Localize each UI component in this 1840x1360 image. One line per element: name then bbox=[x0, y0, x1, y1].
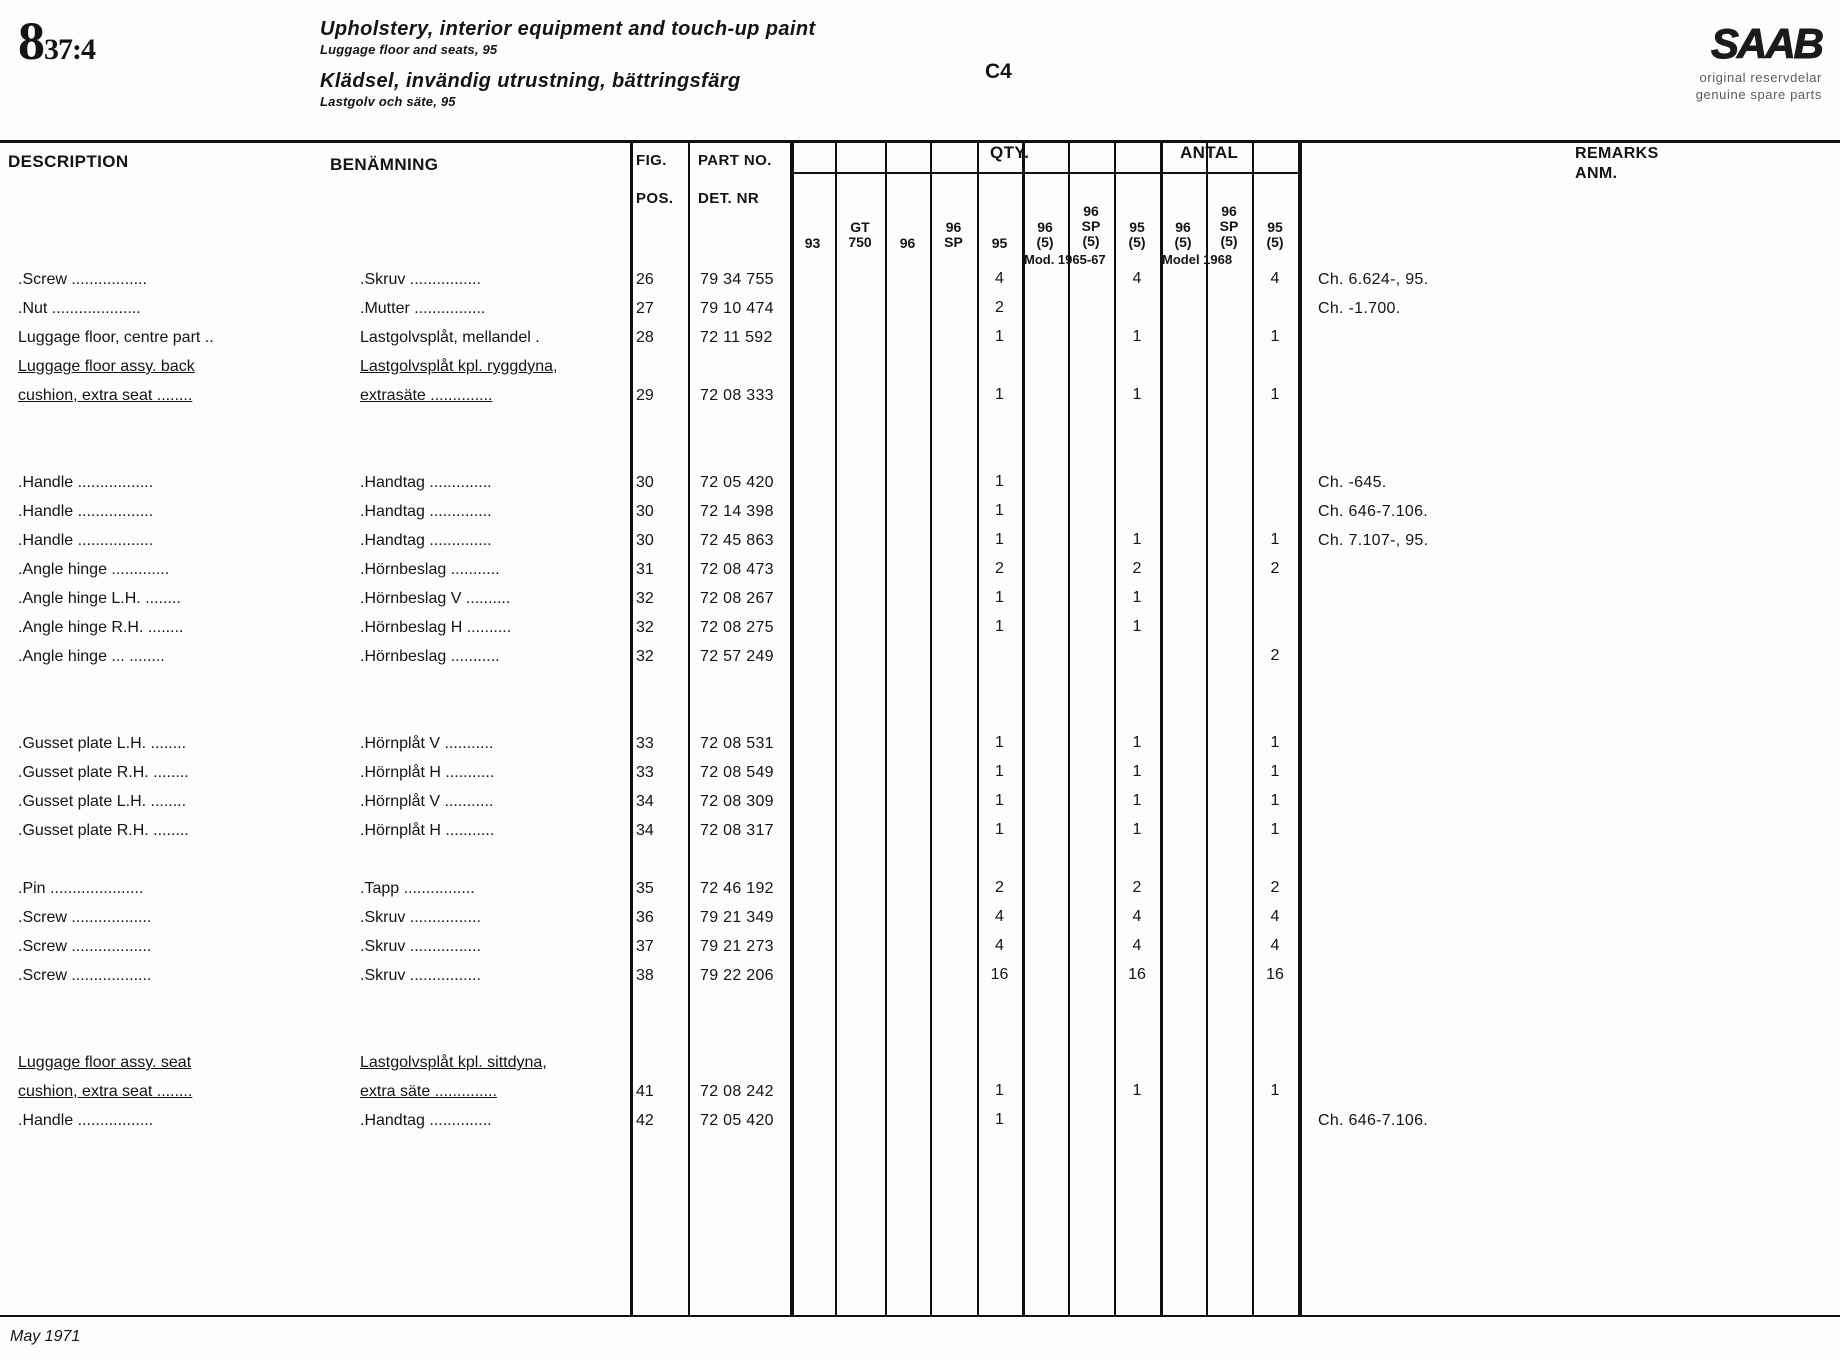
cell-description: .Gusset plate R.H. ........ bbox=[18, 822, 189, 839]
header-description: DESCRIPTION bbox=[8, 152, 129, 171]
cell-qty-7: 1 bbox=[1132, 1082, 1142, 1099]
cell-qty-7: 1 bbox=[1132, 618, 1142, 635]
qty-col-header-4: 95 bbox=[991, 235, 1008, 251]
cell-fig-pos: 42 bbox=[636, 1112, 654, 1129]
cell-benamning: .Hörnbeslag ........... bbox=[360, 561, 500, 578]
cell-part-no: 72 46 192 bbox=[700, 880, 774, 897]
header-antal: ANTAL bbox=[1180, 143, 1239, 162]
table-row bbox=[0, 502, 1840, 531]
cell-remarks: Ch. -645. bbox=[1318, 474, 1387, 491]
cell-description: .Gusset plate L.H. ........ bbox=[18, 735, 187, 752]
cell-description: .Handle ................. bbox=[18, 532, 154, 549]
cell-fig-pos: 32 bbox=[636, 590, 654, 607]
cell-part-no: 72 08 317 bbox=[700, 822, 774, 839]
cell-fig-pos: 32 bbox=[636, 648, 654, 665]
cell-qty-10: 2 bbox=[1270, 560, 1280, 577]
cell-description: .Screw .................. bbox=[18, 909, 152, 926]
cell-fig-pos: 34 bbox=[636, 793, 654, 810]
cell-remarks: Ch. 7.107-, 95. bbox=[1318, 532, 1429, 549]
cell-qty-7: 1 bbox=[1132, 763, 1142, 780]
header-fig: FIG. bbox=[636, 152, 667, 169]
cell-qty-7: 1 bbox=[1132, 792, 1142, 809]
cell-benamning: .Hörnplåt H ........... bbox=[360, 822, 495, 839]
table-row bbox=[0, 908, 1840, 937]
qty-col-header-2: 96 bbox=[899, 235, 916, 251]
header-pos: POS. bbox=[636, 190, 674, 207]
cell-qty-10: 16 bbox=[1266, 966, 1284, 983]
subtitle-english: Luggage floor and seats, 95 bbox=[320, 42, 498, 57]
cell-part-no: 72 08 473 bbox=[700, 561, 774, 578]
table-row bbox=[0, 705, 1840, 734]
qty-col-header-5: 96 (5) bbox=[1036, 219, 1054, 250]
cell-qty-7: 1 bbox=[1132, 386, 1142, 403]
table-row bbox=[0, 676, 1840, 705]
header-part-no: PART NO. bbox=[698, 152, 772, 169]
model-group-2: Model 1968 bbox=[1162, 252, 1233, 267]
cell-description: Luggage floor assy. back bbox=[18, 358, 195, 375]
cell-part-no: 72 08 242 bbox=[700, 1083, 774, 1100]
table-row bbox=[0, 531, 1840, 560]
cell-qty-10: 1 bbox=[1270, 734, 1280, 751]
cell-description: .Angle hinge ... ........ bbox=[18, 648, 165, 665]
cell-qty-4: 1 bbox=[995, 502, 1004, 519]
cell-benamning: .Hörnbeslag ........... bbox=[360, 648, 500, 665]
cell-qty-4: 2 bbox=[995, 560, 1004, 577]
page-number-major: 8 bbox=[18, 11, 44, 71]
cell-part-no: 72 08 309 bbox=[700, 793, 774, 810]
cell-fig-pos: 33 bbox=[636, 735, 654, 752]
cell-benamning: .Tapp ................ bbox=[360, 880, 475, 897]
cell-fig-pos: 29 bbox=[636, 387, 654, 404]
table-row bbox=[0, 1111, 1840, 1140]
cell-qty-4: 4 bbox=[995, 270, 1004, 287]
cell-benamning: Lastgolvsplåt, mellandel . bbox=[360, 329, 540, 346]
cell-benamning: .Skruv ................ bbox=[360, 967, 481, 984]
cell-qty-4: 1 bbox=[995, 531, 1004, 548]
table-row bbox=[0, 1024, 1840, 1053]
header-anm: ANM. bbox=[1575, 165, 1618, 182]
cell-description: cushion, extra seat ........ bbox=[18, 387, 193, 404]
cell-description: .Handle ................. bbox=[18, 503, 154, 520]
cell-fig-pos: 28 bbox=[636, 329, 654, 346]
cell-fig-pos: 38 bbox=[636, 967, 654, 984]
cell-benamning: .Hörnbeslag V .......... bbox=[360, 590, 511, 607]
cell-qty-4: 1 bbox=[995, 589, 1004, 606]
cell-qty-7: 4 bbox=[1132, 937, 1142, 954]
cell-description: .Gusset plate L.H. ........ bbox=[18, 793, 187, 810]
table-row bbox=[0, 734, 1840, 763]
cell-fig-pos: 31 bbox=[636, 561, 654, 578]
cell-part-no: 79 21 273 bbox=[700, 938, 774, 955]
cell-benamning: .Skruv ................ bbox=[360, 271, 481, 288]
qty-col-header-3: 96 SP bbox=[944, 219, 963, 250]
cell-qty-4: 4 bbox=[995, 908, 1004, 925]
table-row bbox=[0, 328, 1840, 357]
cell-remarks: Ch. 6.624-, 95. bbox=[1318, 271, 1429, 288]
cell-qty-10: 1 bbox=[1270, 821, 1280, 838]
qty-group-rule bbox=[790, 172, 1298, 174]
table-row bbox=[0, 357, 1840, 386]
section-code: C4 bbox=[985, 60, 1012, 83]
cell-fig-pos: 30 bbox=[636, 474, 654, 491]
qty-col-header-6: 96 SP (5) bbox=[1081, 203, 1101, 249]
cell-qty-4: 1 bbox=[995, 618, 1004, 635]
title-english: Upholstery, interior equipment and touch-up paint bbox=[320, 18, 816, 40]
table-row bbox=[0, 966, 1840, 995]
cell-qty-10: 4 bbox=[1270, 908, 1280, 925]
cell-description: .Handle ................. bbox=[18, 1112, 154, 1129]
table-row bbox=[0, 821, 1840, 850]
cell-description: cushion, extra seat ........ bbox=[18, 1083, 193, 1100]
cell-qty-10: 4 bbox=[1270, 270, 1280, 287]
cell-benamning: .Handtag .............. bbox=[360, 1112, 492, 1129]
qty-col-header-1: GT 750 bbox=[848, 219, 872, 250]
header-qty: QTY. bbox=[990, 143, 1030, 162]
cell-qty-4: 1 bbox=[995, 763, 1004, 780]
cell-qty-10: 2 bbox=[1270, 647, 1280, 664]
cell-qty-7: 1 bbox=[1132, 531, 1142, 548]
cell-description: .Handle ................. bbox=[18, 474, 154, 491]
cell-qty-4: 16 bbox=[990, 966, 1009, 983]
cell-remarks: Ch. 646-7.106. bbox=[1318, 1112, 1429, 1129]
cell-benamning: .Hörnplåt V ........... bbox=[360, 793, 494, 810]
cell-part-no: 72 45 863 bbox=[700, 532, 774, 549]
cell-qty-10: 1 bbox=[1270, 763, 1280, 780]
table-row bbox=[0, 415, 1840, 444]
brand-tagline-sv: original reservdelar bbox=[1699, 70, 1822, 85]
table-row bbox=[0, 270, 1840, 299]
page-titles bbox=[320, 18, 1020, 109]
cell-fig-pos: 37 bbox=[636, 938, 654, 955]
cell-qty-4: 1 bbox=[995, 473, 1004, 490]
cell-qty-7: 1 bbox=[1132, 734, 1142, 751]
cell-fig-pos: 27 bbox=[636, 300, 654, 317]
brand-wordmark: SAAB bbox=[1710, 20, 1822, 67]
table-bottom-rule bbox=[0, 1315, 1840, 1317]
cell-description: .Angle hinge ............. bbox=[18, 561, 170, 578]
cell-fig-pos: 41 bbox=[636, 1083, 654, 1100]
table-row bbox=[0, 937, 1840, 966]
table-row bbox=[0, 792, 1840, 821]
cell-part-no: 72 14 398 bbox=[700, 503, 774, 520]
cell-fig-pos: 32 bbox=[636, 619, 654, 636]
cell-description: .Screw ................. bbox=[18, 271, 147, 288]
page-number-minor: 37:4 bbox=[44, 33, 95, 66]
cell-description: Luggage floor, centre part .. bbox=[18, 329, 214, 346]
cell-description: .Nut .................... bbox=[18, 300, 141, 317]
cell-part-no: 72 05 420 bbox=[700, 1112, 774, 1129]
table-row bbox=[0, 879, 1840, 908]
page-number bbox=[18, 11, 95, 71]
table-row bbox=[0, 618, 1840, 647]
cell-part-no: 72 57 249 bbox=[700, 648, 774, 665]
cell-benamning: .Hörnplåt H ........... bbox=[360, 764, 495, 781]
cell-description: .Screw .................. bbox=[18, 967, 152, 984]
model-group-1: Mod. 1965-67 bbox=[1024, 252, 1106, 267]
cell-qty-4: 1 bbox=[995, 821, 1004, 838]
cell-part-no: 79 21 349 bbox=[700, 909, 774, 926]
cell-part-no: 72 08 531 bbox=[700, 735, 774, 752]
table-row bbox=[0, 850, 1840, 879]
qty-col-header-9: 96 SP (5) bbox=[1219, 203, 1239, 249]
cell-benamning: .Mutter ................ bbox=[360, 300, 486, 317]
table-row bbox=[0, 444, 1840, 473]
table-row bbox=[0, 473, 1840, 502]
parts-table-body bbox=[0, 270, 1840, 1140]
cell-qty-4: 1 bbox=[995, 1082, 1004, 1099]
saab-logo bbox=[1696, 20, 1822, 102]
table-row bbox=[0, 995, 1840, 1024]
cell-fig-pos: 26 bbox=[636, 271, 654, 288]
table-row bbox=[0, 560, 1840, 589]
table-row bbox=[0, 1082, 1840, 1111]
cell-qty-7: 4 bbox=[1132, 908, 1142, 925]
cell-qty-7: 1 bbox=[1132, 328, 1142, 345]
cell-qty-7: 16 bbox=[1128, 966, 1146, 983]
table-row bbox=[0, 763, 1840, 792]
cell-description: .Screw .................. bbox=[18, 938, 152, 955]
cell-benamning: .Handtag .............. bbox=[360, 532, 492, 549]
cell-description: .Pin ..................... bbox=[18, 880, 144, 897]
cell-benamning: .Skruv ................ bbox=[360, 938, 481, 955]
cell-qty-4: 4 bbox=[995, 937, 1004, 954]
cell-qty-4: 2 bbox=[995, 299, 1004, 316]
cell-part-no: 72 08 275 bbox=[700, 619, 774, 636]
cell-fig-pos: 34 bbox=[636, 822, 654, 839]
cell-fig-pos: 30 bbox=[636, 532, 654, 549]
cell-qty-4: 1 bbox=[995, 1111, 1004, 1128]
table-row bbox=[0, 299, 1840, 328]
qty-col-header-7: 95 (5) bbox=[1128, 219, 1146, 250]
cell-qty-7: 2 bbox=[1132, 879, 1142, 896]
cell-qty-10: 2 bbox=[1270, 879, 1280, 896]
cell-qty-7: 2 bbox=[1132, 560, 1142, 577]
cell-benamning: Lastgolvsplåt kpl. sittdyna, bbox=[360, 1054, 547, 1071]
cell-part-no: 72 11 592 bbox=[700, 329, 773, 346]
cell-qty-7: 4 bbox=[1132, 270, 1142, 287]
cell-part-no: 79 22 206 bbox=[700, 967, 774, 984]
cell-fig-pos: 33 bbox=[636, 764, 654, 781]
header-benamning: BENÄMNING bbox=[330, 155, 439, 174]
cell-qty-10: 1 bbox=[1270, 328, 1280, 345]
qty-col-header-10: 95 (5) bbox=[1266, 219, 1284, 250]
cell-part-no: 72 08 267 bbox=[700, 590, 774, 607]
table-row bbox=[0, 1053, 1840, 1082]
cell-qty-4: 1 bbox=[995, 328, 1004, 345]
cell-part-no: 79 34 755 bbox=[700, 271, 774, 288]
cell-description: .Angle hinge L.H. ........ bbox=[18, 590, 181, 607]
cell-benamning: extra säte .............. bbox=[360, 1083, 497, 1100]
cell-remarks: Ch. 646-7.106. bbox=[1318, 503, 1429, 520]
qty-col-header-0: 93 bbox=[804, 235, 821, 251]
cell-fig-pos: 30 bbox=[636, 503, 654, 520]
cell-part-no: 79 10 474 bbox=[700, 300, 774, 317]
brand-tagline-en: genuine spare parts bbox=[1695, 87, 1822, 102]
cell-part-no: 72 05 420 bbox=[700, 474, 774, 491]
cell-qty-4: 1 bbox=[995, 734, 1004, 751]
cell-qty-4: 2 bbox=[995, 879, 1004, 896]
subtitle-swedish: Lastgolv och säte, 95 bbox=[320, 94, 456, 109]
cell-qty-4: 1 bbox=[995, 792, 1004, 809]
header-remarks: REMARKS bbox=[1575, 145, 1659, 162]
table-row bbox=[0, 386, 1840, 415]
cell-benamning: .Hörnplåt V ........... bbox=[360, 735, 494, 752]
cell-fig-pos: 35 bbox=[636, 880, 654, 897]
table-row bbox=[0, 647, 1840, 676]
footer-date: May 1971 bbox=[10, 1328, 81, 1345]
cell-qty-10: 1 bbox=[1270, 386, 1280, 403]
table-row bbox=[0, 589, 1840, 618]
cell-part-no: 72 08 333 bbox=[700, 387, 774, 404]
cell-qty-10: 1 bbox=[1270, 531, 1280, 548]
title-swedish: Klädsel, invändig utrustning, bättringsfärg bbox=[320, 70, 741, 92]
cell-benamning: .Handtag .............. bbox=[360, 474, 492, 491]
cell-part-no: 72 08 549 bbox=[700, 764, 774, 781]
cell-qty-10: 4 bbox=[1270, 937, 1280, 954]
cell-benamning: .Handtag .............. bbox=[360, 503, 492, 520]
cell-benamning: Lastgolvsplåt kpl. ryggdyna, bbox=[360, 358, 558, 375]
cell-qty-7: 1 bbox=[1132, 821, 1142, 838]
header-det-nr: DET. NR bbox=[698, 190, 760, 207]
cell-qty-7: 1 bbox=[1132, 589, 1142, 606]
cell-benamning: .Skruv ................ bbox=[360, 909, 481, 926]
cell-description: Luggage floor assy. seat bbox=[18, 1054, 192, 1071]
qty-col-header-8: 96 (5) bbox=[1174, 219, 1192, 250]
cell-description: .Gusset plate R.H. ........ bbox=[18, 764, 189, 781]
cell-remarks: Ch. -1.700. bbox=[1318, 300, 1401, 317]
cell-qty-10: 1 bbox=[1270, 1082, 1280, 1099]
cell-benamning: extrasäte .............. bbox=[360, 387, 493, 404]
cell-qty-10: 1 bbox=[1270, 792, 1280, 809]
cell-benamning: .Hörnbeslag H .......... bbox=[360, 619, 512, 636]
table-top-rule bbox=[0, 140, 1840, 143]
cell-fig-pos: 36 bbox=[636, 909, 654, 926]
cell-qty-4: 1 bbox=[995, 386, 1004, 403]
cell-description: .Angle hinge R.H. ........ bbox=[18, 619, 184, 636]
